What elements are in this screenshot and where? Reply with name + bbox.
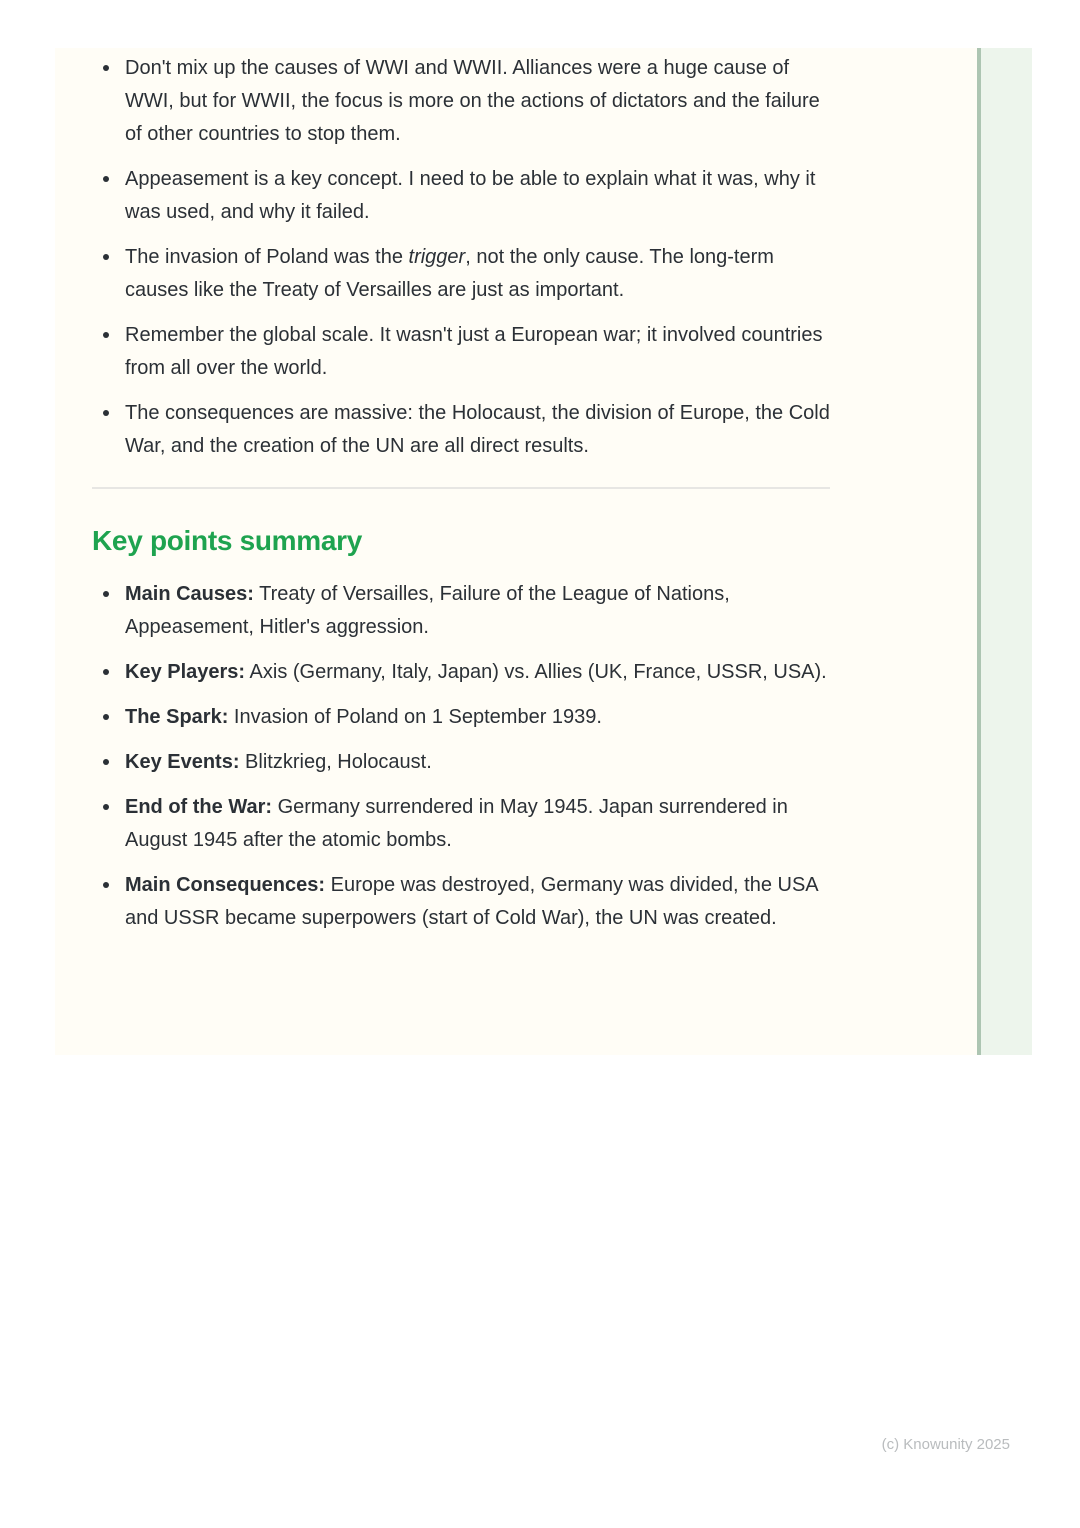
bold-label: End of the War: (125, 796, 273, 818)
text-segment: The consequences are massive: the Holocaust, the division of Europe, the Cold War, and the creation of the UN are all direct results. (125, 402, 830, 457)
bold-label: Main Causes: (125, 583, 254, 605)
exam-tips-list (92, 52, 830, 463)
list-item (92, 319, 830, 385)
list-item (92, 52, 830, 151)
text-segment: Axis (Germany, Italy, Japan) vs. Allies (UK, France, USSR, USA). (245, 661, 827, 683)
list-item (92, 656, 830, 689)
text-segment: Europe was destroyed, Germany was divided, the USA and USSR became superpowers (start of Cold War), the UN was created. (125, 874, 818, 929)
list-item (92, 701, 830, 734)
text-segment: Invasion of Poland on 1 September 1939. (228, 706, 602, 728)
section-divider (92, 487, 830, 489)
copyright-footer: (c) Knowunity 2025 (881, 1436, 1010, 1453)
text-segment: Treaty of Versailles, Failure of the League of Nations, Appeasement, Hitler's aggression. (125, 583, 730, 638)
list-item (92, 397, 830, 463)
text-segment: Remember the global scale. It wasn't just a European war; it involved countries from all over the world. (125, 324, 823, 379)
text-segment: Germany surrendered in May 1945. Japan surrendered in August 1945 after the atomic bombs. (125, 796, 788, 851)
bold-label: Key Events: (125, 751, 240, 773)
bold-label: The Spark: (125, 706, 229, 728)
document-page (55, 48, 1032, 1055)
list-item (92, 241, 830, 307)
list-item (92, 578, 830, 644)
page-edge-stripe (977, 48, 1032, 1055)
text-segment: , not the only cause. The long-term causes like the Treaty of Versailles are just as important. (125, 246, 774, 301)
page-content (92, 52, 830, 935)
key-points-heading: Key points summary (92, 525, 363, 556)
bold-label: Main Consequences: (125, 874, 326, 896)
text-segment: Appeasement is a key concept. I need to be able to explain what it was, why it was used, and why it failed. (125, 168, 816, 223)
list-item (92, 869, 830, 935)
text-segment: Blitzkrieg, Holocaust. (239, 751, 432, 773)
bold-label: Key Players: (125, 661, 246, 683)
italic-text: trigger (408, 246, 466, 268)
list-item (92, 746, 830, 779)
list-item (92, 791, 830, 857)
text-segment: Don't mix up the causes of WWI and WWII. Alliances were a huge cause of WWI, but for WWII, the focus is more on the actions of dictators and the failure of other countries to stop them. (125, 57, 820, 145)
list-item (92, 163, 830, 229)
text-segment: The invasion of Poland was the (125, 246, 409, 268)
key-points-list (92, 578, 830, 935)
